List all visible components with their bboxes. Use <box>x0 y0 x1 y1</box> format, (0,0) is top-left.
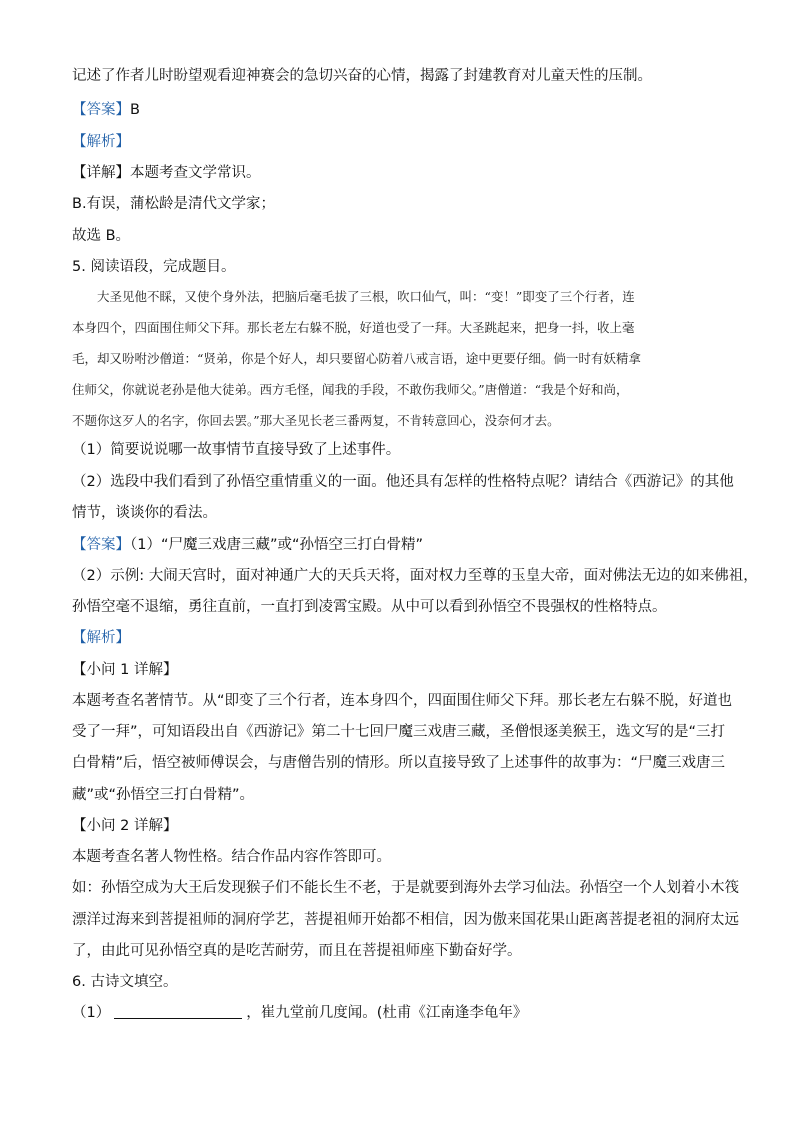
small2-line: 本题考查名著人物性格。结合作品内容作答即可。 <box>72 849 391 865</box>
q5-sub2-line2: 情节，谈谈你的看法。 <box>72 505 217 521</box>
q5-answer1 <box>72 535 423 555</box>
passage-line: 大圣见他不睬，又使个身外法，把脑后毫毛拔了三根，吹口仙气，叫：“变！”即变了三个行者，连 <box>97 289 635 304</box>
q4-analysis-tag: 【解析】 <box>72 134 130 150</box>
answer-tag: 【答案】 <box>72 102 130 118</box>
q5-title: 5. 阅读语段，完成题目。 <box>72 259 236 275</box>
item1-prefix: （1） <box>72 1005 111 1021</box>
passage-line: 不题你这歹人的名字，你回去罢。”那大圣见长老三番两复，不肯转意回心，没奈何才去。 <box>72 413 560 428</box>
answer-value: B <box>130 102 140 118</box>
item1-suffix: ，崔九堂前几度闻。(杜甫《江南逢李龟年》 <box>246 1005 528 1021</box>
small2-line: 如：孙悟空成为大王后发现猴子们不能长生不老，于是就要到海外去学习仙法。孙悟空一个人划着小木筏 <box>72 880 739 896</box>
detail-text: 本题考查文学常识。 <box>130 165 261 181</box>
q5-analysis-tag: 【解析】 <box>72 630 130 646</box>
q5-sub2-line1: （2）选段中我们看到了孙悟空重情重义的一面。他还具有怎样的性格特点呢？请结合《西游记》的其他 <box>72 474 734 490</box>
q6-title: 6. 古诗文填空。 <box>72 974 178 990</box>
q5-answer2-line1: （2）示例: 大闹天宫时，面对神通广大的天兵天将，面对权力至尊的玉皇大帝，面对佛法无边的如来佛祖， <box>72 568 758 584</box>
answer1-text: （1）“尸魔三戏唐三藏”或“孙悟空三打白骨精” <box>130 537 424 553</box>
small2-tag: 【小问 2 详解】 <box>72 818 178 834</box>
q6-item1 <box>72 1003 527 1023</box>
small1-line: 藏”或“孙悟空三打白骨精”。 <box>72 787 255 803</box>
small2-line: 了，由此可见孙悟空真的是吃苦耐劳，而且在菩提祖师座下勤奋好学。 <box>72 943 522 959</box>
q5-passage <box>72 281 732 436</box>
passage-line: 住师父，你就说老孙是他大徒弟。西方毛怪，闻我的手段，不敢伤我师父。”唐僧道：“我是个好和尚， <box>72 382 629 397</box>
passage-line: 毛，却又吩咐沙僧道：“贤弟，你是个好人，却只要留心防着八戒言语，途中更要仔细。倘一时有妖精拿 <box>72 351 641 366</box>
q4-answer <box>72 100 140 120</box>
small1-line: 本题考查名著情节。从“即变了三个行者，连本身四个，四面围住师父下拜。那长老左右躲不脱，好道也 <box>72 693 733 709</box>
small1-tag: 【小问 1 详解】 <box>72 662 178 678</box>
q5-sub1: （1）简要说说哪一故事情节直接导致了上述事件。 <box>72 442 401 458</box>
fill-in-blank <box>114 1004 242 1019</box>
detail-tag: 【详解】 <box>72 165 130 181</box>
intro-line: 记述了作者儿时盼望观看迎神赛会的急切兴奋的心情，揭露了封建教育对儿童天性的压制。 <box>72 68 652 84</box>
small1-line: 受了一拜”，可知语段出自《西游记》第二十七回尸魔三戏唐三藏，圣僧恨逐美猴王，选文写的是“三打 <box>72 724 726 740</box>
q4-conclusion: 故选 B。 <box>72 228 131 244</box>
q4-explain: B.有误，蒲松龄是清代文学家； <box>72 196 276 212</box>
small1-line: 白骨精”后，悟空被师傅误会，与唐僧告别的情形。所以直接导致了上述事件的故事为：“尸魔三戏唐三 <box>72 755 726 771</box>
q4-detail <box>72 163 261 183</box>
passage-line: 本身四个，四面围住师父下拜。那长老左右躲不脱，好道也受了一拜。大圣跳起来，把身一抖，收上毫 <box>72 320 635 335</box>
q5-answer2-line2: 孙悟空毫不退缩，勇往直前，一直打到凌霄宝殿。从中可以看到孙悟空不畏强权的性格特点。 <box>72 599 667 615</box>
answer-tag: 【答案】 <box>72 537 130 553</box>
small2-line: 漂洋过海来到菩提祖师的洞府学艺，菩提祖师开始都不相信，因为傲来国花果山距离菩提老祖的洞府太远 <box>72 912 739 928</box>
